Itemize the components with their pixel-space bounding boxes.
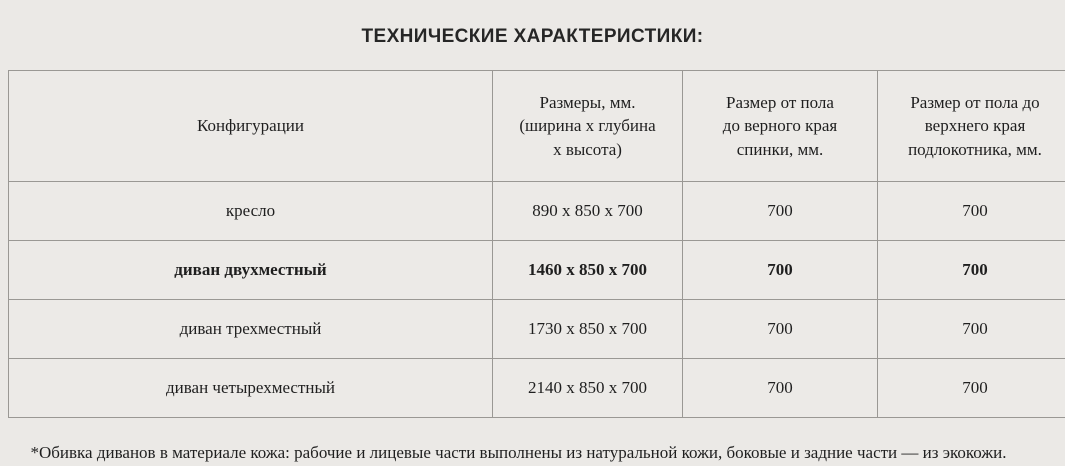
cell-back-height: 700 [683,182,878,241]
cell-configuration: диван трехместный [9,300,493,359]
header-text-configurations: Конфигурации [197,116,304,135]
cell-back-height: 700 [683,359,878,418]
header-cell-dimensions [493,71,683,182]
header-text-back-height-line2: до верного края [691,114,869,137]
cell-dimensions: 890 х 850 х 700 [493,182,683,241]
cell-dimensions: 2140 х 850 х 700 [493,359,683,418]
footnote: *Обивка диванов в материале кожа: рабочие и лицевые части выполнены из натуральной кожи, боковые и задние части — из экокожи. [31,418,1035,466]
cell-configuration: диван двухместный [9,241,493,300]
table-row [9,359,1065,418]
cell-configuration: диван четырехместный [9,359,493,418]
header-cell-back-height [683,71,878,182]
cell-dimensions: 1730 х 850 х 700 [493,300,683,359]
table-row [9,182,1065,241]
cell-configuration: кресло [9,182,493,241]
cell-armrest-height: 700 [878,300,1065,359]
header-text-dimensions-line3: х высота) [501,138,674,161]
cell-dimensions: 1460 х 850 х 700 [493,241,683,300]
table-row [9,300,1065,359]
table-header-row [9,71,1065,182]
cell-armrest-height: 700 [878,359,1065,418]
page-title: ТЕХНИЧЕСКИЕ ХАРАКТЕРИСТИКИ: [8,0,1057,70]
header-text-armrest-height-line1: Размер от пола до [886,91,1064,114]
cell-back-height: 700 [683,241,878,300]
cell-armrest-height: 700 [878,182,1065,241]
header-text-back-height-line3: спинки, мм. [691,138,869,161]
header-cell-configurations [9,71,493,182]
header-text-dimensions-line1: Размеры, мм. [501,91,674,114]
header-text-armrest-height-line3: подлокотника, мм. [886,138,1064,161]
cell-back-height: 700 [683,300,878,359]
header-text-armrest-height-line2: верхнего края [886,114,1064,137]
cell-armrest-height: 700 [878,241,1065,300]
header-cell-armrest-height [878,71,1065,182]
header-text-dimensions-line2: (ширина х глубина [501,114,674,137]
table-row [9,241,1065,300]
specifications-table [8,70,1065,418]
header-text-back-height-line1: Размер от пола [691,91,869,114]
